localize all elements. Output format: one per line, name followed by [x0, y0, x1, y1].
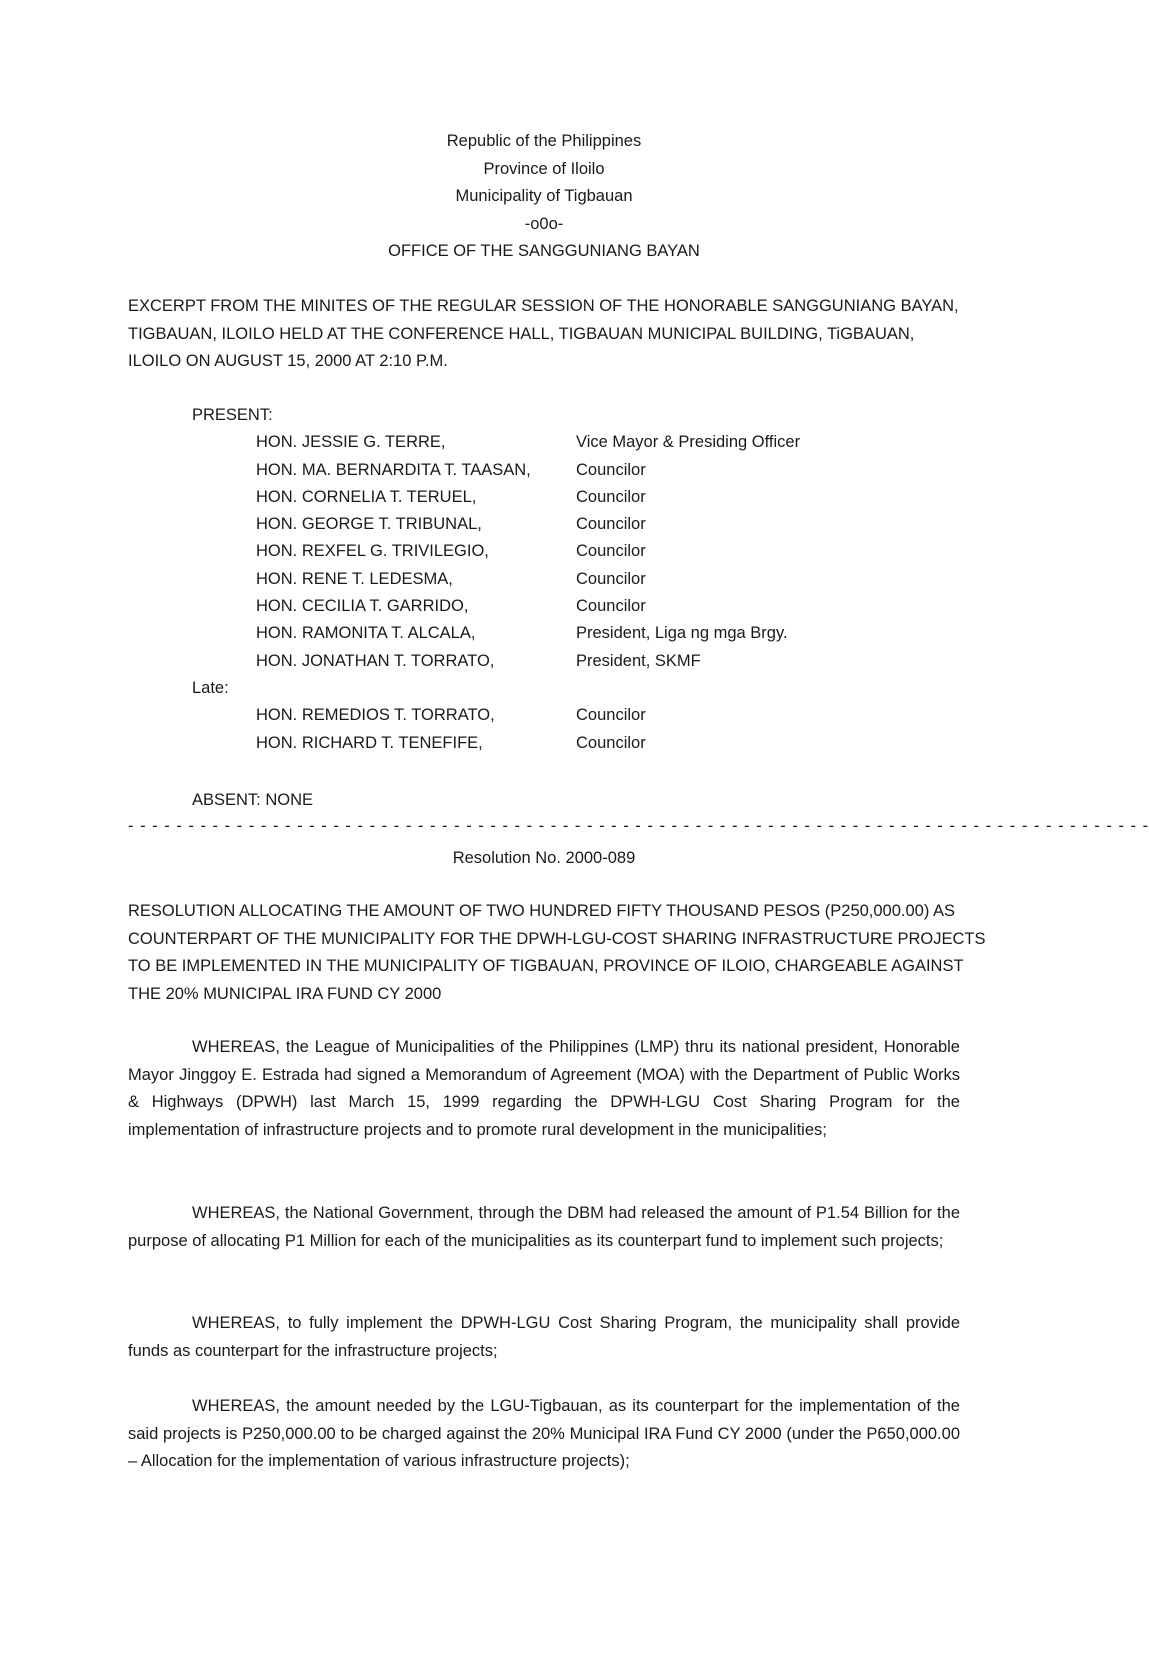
whereas-paragraph: WHEREAS, the National Government, through the DBM had released the amount of P1.54 Billion for the purpose of allocating P1 Million for each of the municipalities as its counterpart fund to implement such projects;: [128, 1204, 960, 1250]
attendee-name: HON. MA. BERNARDITA T. TAASAN,: [256, 460, 531, 479]
attendee-position: President, Liga ng mga Brgy.: [576, 624, 788, 643]
late-label: Late:: [192, 678, 229, 697]
attendee-row: [192, 648, 701, 675]
attendee-row: [192, 566, 646, 593]
attendee-position: Vice Mayor & Presiding Officer: [576, 433, 801, 452]
attendee-name: HON. RENE T. LEDESMA,: [256, 569, 453, 588]
dashed-divider: - - - - - - - - - - - - - - - - - - - - - - - - - - - - - - - - - - - - - - - - - - - - - - - - - - - - - - - - - - - - - - - - - - - - - - - - - - - - - - - - - - - - -: [128, 817, 1149, 835]
attendee-row: [192, 538, 646, 565]
attendee-position: Councilor: [576, 542, 646, 561]
attendee-position: Councilor: [576, 733, 646, 752]
whereas-paragraph: WHEREAS, to fully implement the DPWH-LGU Cost Sharing Program, the municipality shall provide funds as counterpart for the infrastructure projects;: [128, 1314, 960, 1360]
attendee-position: President, SKMF: [576, 651, 701, 670]
present-label: PRESENT:: [192, 406, 273, 424]
attendee-row: [192, 620, 788, 647]
attendee-position: Councilor: [576, 460, 646, 479]
attendee-row: [192, 593, 646, 620]
attendance-list: [192, 402, 801, 757]
resolution-title-line: THE 20% MUNICIPAL IRA FUND CY 2000: [128, 984, 442, 1003]
excerpt-line: ILOILO ON AUGUST 15, 2000 AT 2:10 P.M.: [128, 352, 448, 370]
resolution-title-line: TO BE IMPLEMENTED IN THE MUNICIPALITY OF TIGBAUAN, PROVINCE OF ILOIO, CHARGEABLE AGAINST: [128, 957, 964, 975]
resolution-number: Resolution No. 2000-089: [452, 849, 636, 867]
header-office: OFFICE OF THE SANGGUNIANG BAYAN: [388, 242, 700, 260]
excerpt-line: TIGBAUAN, ILOILO HELD AT THE CONFERENCE HALL, TIGBAUAN MUNICIPAL BUILDING, TiGBAUAN,: [128, 324, 915, 343]
resolution-title-line: RESOLUTION ALLOCATING THE AMOUNT OF TWO HUNDRED FIFTY THOUSAND PESOS (P250,000.00) AS: [128, 902, 956, 920]
attendee-position: Councilor: [576, 515, 646, 534]
attendee-row: [192, 511, 646, 538]
header-municipality: Municipality of Tigbauan: [455, 187, 633, 205]
document-header: [0, 128, 1088, 266]
attendee-name: HON. JONATHAN T. TORRATO,: [256, 651, 495, 670]
whereas-paragraph: WHEREAS, the League of Municipalities of the Philippines (LMP) thru its national president, Honorable Mayor Jinggoy E. Estrada had signed a Memorandum of Agreement (MOA) with the Department of Public Works & Highways (DPWH) last March 15, 1999 regarding the DPWH-LGU Cost Sharing Program for the implementation of infrastructure projects and to promote rural development in the municipalities;: [128, 1038, 960, 1139]
attendee-position: Councilor: [576, 597, 646, 616]
late-attendee-row: [192, 730, 646, 757]
header-republic: Republic of the Philippines: [446, 132, 642, 150]
attendee-row: [192, 484, 646, 511]
whereas-paragraph: WHEREAS, the amount needed by the LGU-Tigbauan, as its counterpart for the implementation of the said projects is P250,000.00 to be charged against the 20% Municipal IRA Fund CY 2000 (under the P650,000.00 – Allocation for the implementation of various infrastructure projects);: [128, 1397, 960, 1470]
excerpt-line: EXCERPT FROM THE MINITES OF THE REGULAR SESSION OF THE HONORABLE SANGGUNIANG BAYAN,: [128, 297, 959, 315]
attendee-name: HON. JESSIE G. TERRE,: [256, 433, 446, 452]
attendee-position: Councilor: [576, 706, 646, 725]
attendee-name: HON. RICHARD T. TENEFIFE,: [256, 733, 483, 752]
attendee-position: Councilor: [576, 487, 646, 506]
attendee-row: [192, 457, 646, 484]
attendee-name: HON. REXFEL G. TRIVILEGIO,: [256, 542, 489, 561]
attendee-name: HON. CECILIA T. GARRIDO,: [256, 597, 469, 616]
absent-line: ABSENT: NONE: [192, 791, 314, 809]
resolution-title: [128, 898, 986, 1008]
attendee-name: HON. GEORGE T. TRIBUNAL,: [256, 515, 482, 534]
attendee-name: HON. CORNELIA T. TERUEL,: [256, 487, 477, 506]
attendee-position: Councilor: [576, 569, 646, 588]
attendee-name: HON. REMEDIOS T. TORRATO,: [256, 706, 495, 725]
header-province: Province of Iloilo: [483, 159, 605, 178]
attendee-name: HON. RAMONITA T. ALCALA,: [256, 624, 476, 643]
excerpt-heading: [128, 293, 968, 376]
late-attendee-row: [192, 702, 646, 729]
attendee-row: [192, 429, 801, 456]
resolution-title-line: COUNTERPART OF THE MUNICIPALITY FOR THE DPWH-LGU-COST SHARING INFRASTRUCTURE PROJECTS: [128, 929, 986, 948]
header-ornament: -o0o-: [524, 214, 564, 233]
